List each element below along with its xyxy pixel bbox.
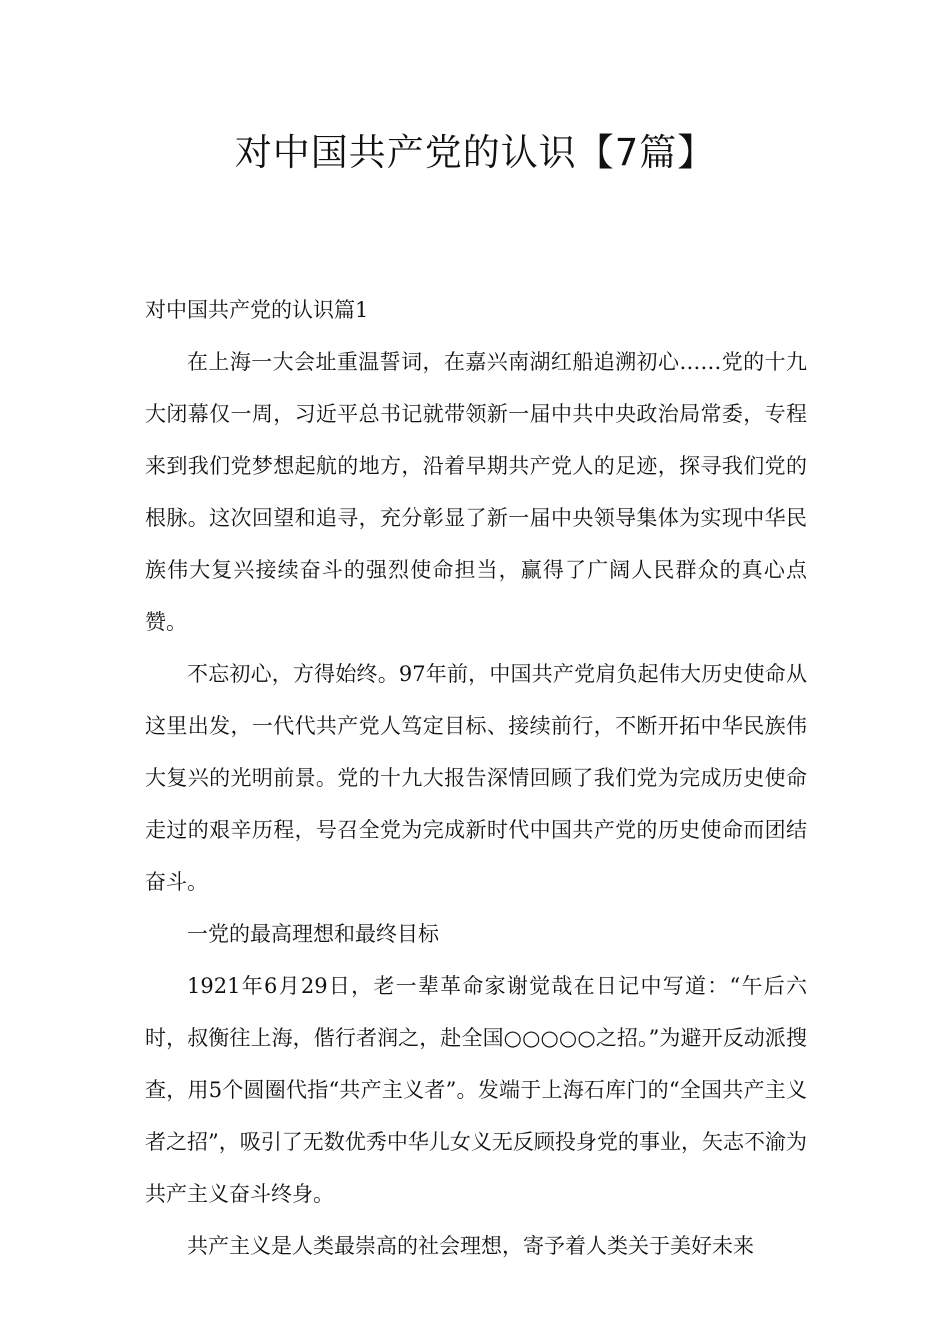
document-body xyxy=(145,284,807,1272)
paragraph: 在上海一大会址重温誓词，在嘉兴南湖红船追溯初心……党的十九大闭幕仅一周，习近平总书记就带领新一届中共中央政治局常委，专程来到我们党梦想起航的地方，沿着早期共产党人的足迹，探寻我们党的根脉。这次回望和追寻，充分彰显了新一届中央领导集体为实现中华民族伟大复兴接续奋斗的强烈使命担当，赢得了广阔人民群众的真心点赞。 xyxy=(145,350,807,634)
subheading: 一党的最高理想和最终目标 xyxy=(187,922,439,946)
paragraph: 不忘初心，方得始终。97年前，中国共产党肩负起伟大历史使命从这里出发，一代代共产党人笃定目标、接续前行，不断开拓中华民族伟大复兴的光明前景。党的十九大报告深情回顾了我们党为完成历史使命走过的艰辛历程，号召全党为完成新时代中国共产党的历史使命而团结奋斗。 xyxy=(145,662,807,894)
paragraph: 共产主义是人类最崇高的社会理想，寄予着人类关于美好未来 xyxy=(187,1234,754,1258)
paragraph: 1921年6月29日，老一辈革命家谢觉哉在日记中写道：“午后六时，叔衡往上海，偕行者润之，赴全国○○○○○之招。”为避开反动派搜查，用5个圆圈代指“共产主义者”。发端于上海石库门的“全国共产主义者之招”，吸引了无数优秀中华儿女义无反顾投身党的事业，矢志不渝为共产主义奋斗终身。 xyxy=(145,974,807,1206)
section-heading: 对中国共产党的认识篇1 xyxy=(145,298,369,322)
document-title: 对中国共产党的认识【7篇】 xyxy=(234,131,716,174)
